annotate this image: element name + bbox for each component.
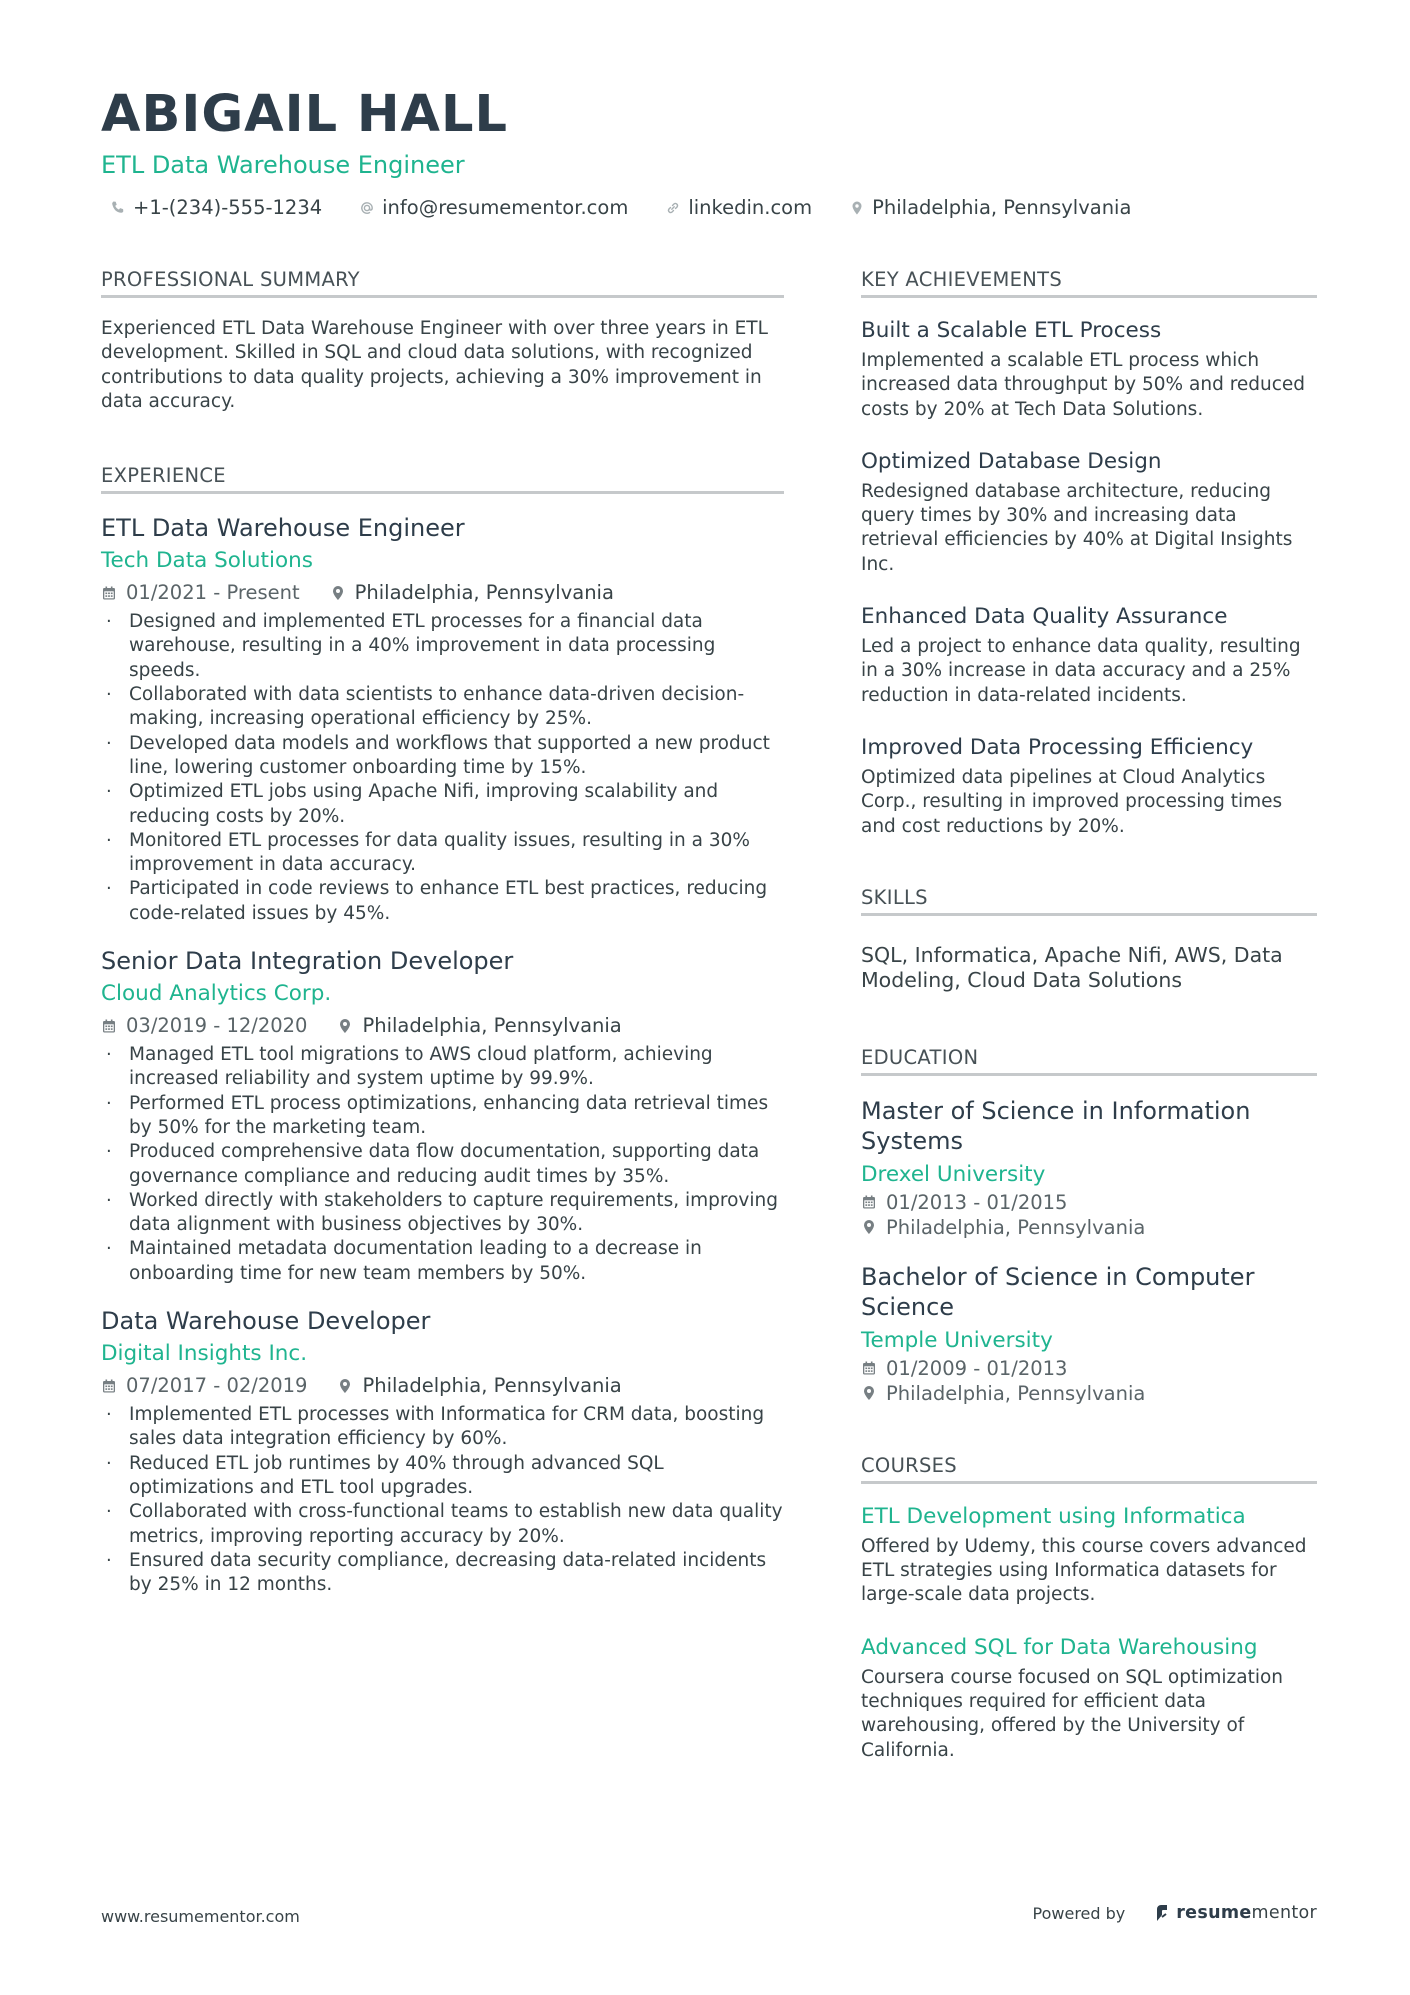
job-bullet: · Managed ETL tool migrations to AWS cloud platform, achieving increased reliability and system uptime by 99.9%. <box>101 1043 784 1092</box>
achievement-item <box>861 733 1317 839</box>
left-column <box>101 266 784 1597</box>
course-desc: Offered by Udemy, this course covers advanced ETL strategies using Informatica datasets for large-scale data projects. <box>861 1535 1307 1606</box>
contact-email-text: info@resumementor.com <box>382 196 629 219</box>
achievement-list <box>861 316 1317 839</box>
experience-section <box>101 462 784 1597</box>
job-location-group <box>337 1013 621 1039</box>
achievement-title: Enhanced Data Quality Assurance <box>861 604 1228 630</box>
course-item <box>861 1502 1317 1608</box>
map-pin-icon <box>861 1218 877 1236</box>
summary-heading: PROFESSIONAL SUMMARY <box>101 266 784 298</box>
education-location-line <box>861 1215 1317 1240</box>
contact-phone <box>101 194 322 222</box>
calendar-icon <box>861 1359 877 1377</box>
candidate-name: ABIGAIL HALL <box>101 85 509 144</box>
achievement-item <box>861 316 1317 422</box>
education-location: Philadelphia, Pennsylvania <box>886 1381 1146 1405</box>
education-list <box>861 1096 1317 1406</box>
job-company: Cloud Analytics Corp. <box>101 981 332 1007</box>
candidate-title: ETL Data Warehouse Engineer <box>101 151 465 179</box>
education-school: Drexel University <box>861 1161 1046 1187</box>
education-item <box>861 1096 1317 1240</box>
job-bullet: · Worked directly with stakeholders to capture requirements, improving data alignment with business objectives by 30%. <box>101 1189 784 1238</box>
brand-name-light: mentor <box>1251 1903 1317 1923</box>
job-bullet: · Optimized ETL jobs using Apache Nifi, improving scalability and reducing costs by 20%. <box>101 780 784 829</box>
job-location: Philadelphia, Pennsylvania <box>362 1014 622 1038</box>
job-bullets <box>101 1043 784 1286</box>
course-title: ETL Development using Informatica <box>861 1503 1246 1529</box>
education-location: Philadelphia, Pennsylvania <box>886 1215 1146 1239</box>
job-bullet: · Implemented ETL processes with Informatica for CRM data, boosting sales data integration efficiency by 60%. <box>101 1403 784 1452</box>
course-title: Advanced SQL for Data Warehousing <box>861 1634 1258 1660</box>
job-bullet: · Designed and implemented ETL processes for a financial data warehouse, resulting in a 40% improvement in data processing speeds. <box>101 610 784 683</box>
job-bullet: · Produced comprehensive data flow documentation, supporting data governance compliance and reducing audit times by 35%. <box>101 1140 784 1189</box>
education-school: Temple University <box>861 1327 1053 1353</box>
job-bullet: · Maintained metadata documentation leading to a decrease in onboarding time for new team members by 50%. <box>101 1237 784 1286</box>
brand-logo[interactable] <box>1155 1903 1317 1923</box>
education-dates: 01/2009 - 01/2013 <box>886 1356 1068 1380</box>
powered-by-text: Powered by <box>1032 1903 1126 1923</box>
achievement-item <box>861 602 1317 708</box>
calendar-icon <box>101 584 117 602</box>
contact-linkedin[interactable] <box>656 194 812 222</box>
skills-section <box>861 884 1317 994</box>
education-dates: 01/2013 - 01/2015 <box>886 1190 1068 1214</box>
job-location-group <box>337 1373 621 1399</box>
achievement-title: Improved Data Processing Efficiency <box>861 734 1254 760</box>
education-degree: Bachelor of Science in Computer Science <box>861 1262 1255 1322</box>
job-bullets <box>101 1403 784 1597</box>
calendar-icon <box>101 1377 117 1395</box>
achievement-item <box>861 447 1317 577</box>
courses-section <box>861 1452 1317 1763</box>
achievement-desc: Implemented a scalable ETL process which increased data throughput by 50% and reduced costs by 20% at Tech Data Solutions. <box>861 350 1306 420</box>
summary-section <box>101 266 784 414</box>
education-heading: EDUCATION <box>861 1044 1317 1076</box>
job-title: ETL Data Warehouse Engineer <box>101 514 465 543</box>
job-bullets <box>101 610 784 926</box>
job-entry <box>101 1305 784 1597</box>
job-location: Philadelphia, Pennsylvania <box>354 581 614 605</box>
job-dates: 03/2019 - 12/2020 <box>126 1014 308 1038</box>
job-bullet: · Developed data models and workflows that supported a new product line, lowering customer onboarding time by 15%. <box>101 732 784 781</box>
phone-icon <box>109 199 127 217</box>
map-pin-icon <box>337 1377 353 1395</box>
skills-text: SQL, Informatica, Apache Nifi, AWS, Data Modeling, Cloud Data Solutions <box>861 942 1283 993</box>
achievement-desc: Led a project to enhance data quality, resulting in a 30% increase in data accuracy and a 25% reduction in data-related incidents. <box>861 636 1301 706</box>
map-pin-icon <box>861 1384 877 1402</box>
experience-heading: EXPERIENCE <box>101 462 784 494</box>
contact-location <box>840 194 1131 222</box>
job-bullet: · Reduced ETL job runtimes by 40% through advanced SQL optimizations and ETL tool upgrades. <box>101 1452 784 1501</box>
contact-bar <box>101 194 1321 222</box>
summary-text: Experienced ETL Data Warehouse Engineer with over three years in ETL development. Skilled in SQL and cloud data solutions, with recognized contributions to data quality projects, achieving a 30% improvement in data accuracy. <box>101 318 768 412</box>
education-dates-line <box>861 1190 1317 1215</box>
right-column <box>861 266 1317 1763</box>
achievement-title: Optimized Database Design <box>861 448 1162 474</box>
job-company: Digital Insights Inc. <box>101 1341 308 1367</box>
brand-mark-icon <box>1155 1903 1171 1923</box>
job-entry <box>101 945 784 1286</box>
job-list <box>101 512 784 1597</box>
at-sign-icon <box>358 199 376 217</box>
footer-branding <box>1033 1903 1317 1923</box>
achievement-title: Built a Scalable ETL Process <box>861 318 1162 343</box>
achievements-heading: KEY ACHIEVEMENTS <box>861 266 1317 298</box>
job-location: Philadelphia, Pennsylvania <box>362 1374 622 1398</box>
calendar-icon <box>861 1193 877 1211</box>
link-icon <box>664 199 682 217</box>
job-meta <box>101 580 784 606</box>
course-item <box>861 1633 1317 1763</box>
brand-name-bold: resume <box>1176 1903 1252 1923</box>
course-desc: Coursera course focused on SQL optimization techniques required for efficient data warehousing, offered by the University of California. <box>861 1666 1284 1761</box>
job-dates: 07/2017 - 02/2019 <box>126 1374 308 1398</box>
education-item <box>861 1262 1317 1406</box>
education-section <box>861 1044 1317 1406</box>
footer-website[interactable]: www.resumementor.com <box>101 1907 300 1926</box>
education-degree: Master of Science in Information Systems <box>861 1096 1251 1156</box>
education-dates-line <box>861 1356 1317 1381</box>
calendar-icon <box>101 1017 117 1035</box>
job-bullet: · Ensured data security compliance, decreasing data-related incidents by 25% in 12 months. <box>101 1549 784 1598</box>
contact-linkedin-text: linkedin.com <box>688 196 813 219</box>
course-list <box>861 1502 1317 1763</box>
job-entry <box>101 512 784 926</box>
achievement-desc: Redesigned database architecture, reducing query times by 30% and increasing data retrieval efficiencies by 40% at Digital Insights Inc. <box>861 480 1293 575</box>
job-bullet: · Monitored ETL processes for data quality issues, resulting in a 30% improvement in data accuracy. <box>101 829 784 878</box>
map-pin-icon <box>337 1017 353 1035</box>
map-pin-icon <box>330 584 346 602</box>
job-meta <box>101 1013 784 1039</box>
job-title: Data Warehouse Developer <box>101 1307 431 1336</box>
job-dates: 01/2021 - Present <box>126 581 300 605</box>
contact-email[interactable] <box>350 194 628 222</box>
job-meta <box>101 1373 784 1399</box>
map-pin-icon <box>848 199 866 217</box>
education-location-line <box>861 1381 1317 1406</box>
achievement-desc: Optimized data pipelines at Cloud Analytics Corp., resulting in improved processing times and cost reductions by 20%. <box>861 766 1283 837</box>
job-title: Senior Data Integration Developer <box>101 947 514 976</box>
job-bullet: · Collaborated with data scientists to enhance data-driven decision-making, increasing operational efficiency by 25%. <box>101 683 784 732</box>
skills-heading: SKILLS <box>861 884 1317 916</box>
contact-location-text: Philadelphia, Pennsylvania <box>872 196 1132 219</box>
job-bullet: · Performed ETL process optimizations, enhancing data retrieval times by 50% for the marketing team. <box>101 1092 784 1141</box>
job-company: Tech Data Solutions <box>101 548 313 574</box>
courses-heading: COURSES <box>861 1452 1317 1484</box>
contact-phone-text: +1-(234)-555-1234 <box>133 196 323 219</box>
job-bullet: · Collaborated with cross-functional teams to establish new data quality metrics, improving reporting accuracy by 20%. <box>101 1500 784 1549</box>
job-location-group <box>330 580 614 606</box>
job-bullet: · Participated in code reviews to enhance ETL best practices, reducing code-related issues by 45%. <box>101 877 784 926</box>
resume-header <box>101 82 1321 222</box>
achievements-section <box>861 266 1317 839</box>
